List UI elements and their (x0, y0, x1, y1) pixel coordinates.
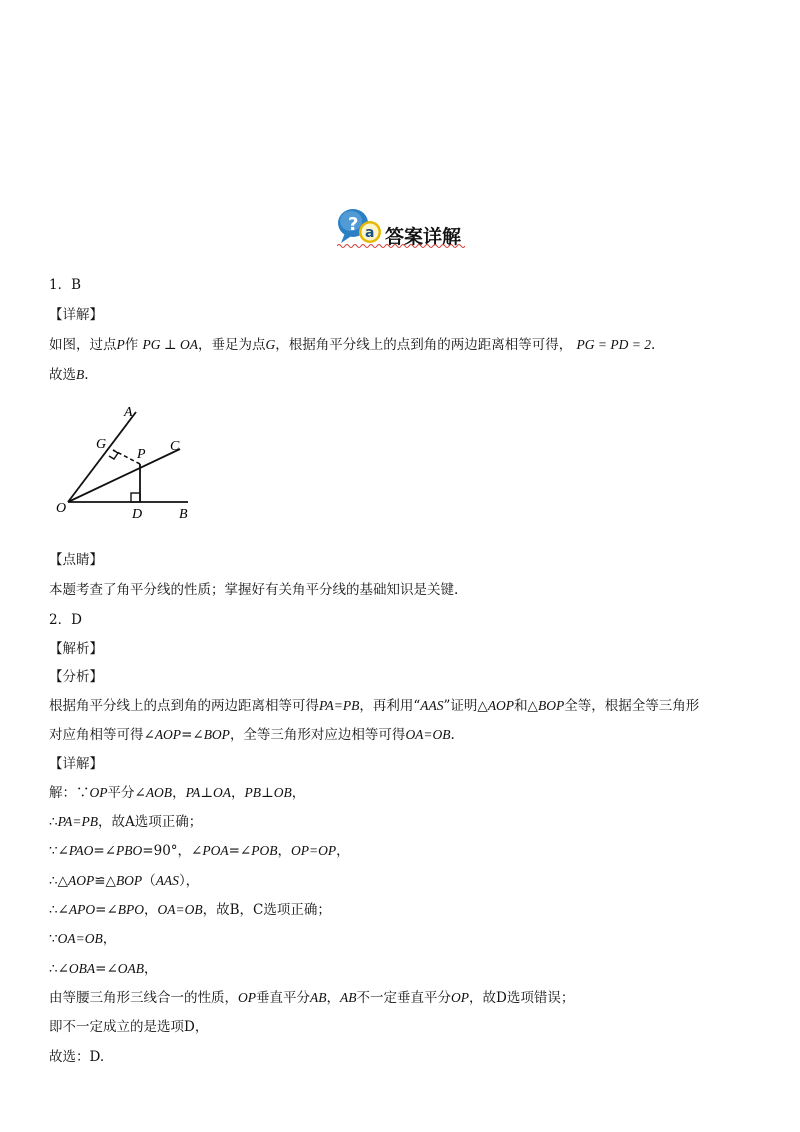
angle-bisector-figure (48, 398, 198, 526)
q2-step-7: ∴∠OBA=∠OAB， (49, 961, 158, 977)
q2-step-4: ∴△AOP≌△BOP（AAS）， (49, 873, 200, 889)
expr-pg-perp-oa: PG ⊥ OA (142, 337, 198, 352)
answer-header (335, 205, 470, 249)
q2-step-6: ∵OA=OB， (49, 931, 117, 947)
q1-comment-tag: 【点睛】 (49, 552, 103, 568)
logo-letter-a: a (365, 225, 375, 241)
q1-answer: 故选B. (49, 367, 89, 383)
label-O: O (56, 501, 67, 516)
q2-step-2: ∴PA=PB，故A选项正确； (49, 814, 203, 830)
wavy-underline (337, 243, 465, 249)
q2-step-8: 由等腰三角形三线合一的性质，OP垂直平分AB，AB不一定垂直平分OP，故D选项错误； (49, 990, 575, 1006)
label-G: G (96, 437, 107, 452)
label-C: C (170, 439, 180, 454)
q1-comment: 本题考查了角平分线的性质；掌握好有关角平分线的基础知识是关键. (49, 582, 459, 598)
label-A: A (124, 405, 133, 420)
q1-detail-tag: 【详解】 (49, 307, 103, 323)
label-B: B (179, 507, 188, 522)
q1-solution: 如图，过点P作 PG ⊥ OA，垂足为点G，根据角平分线上的点到角的两边距离相等可得， PG = PD = 2. (49, 337, 656, 353)
q2-final-answer: 故选：D. (49, 1049, 105, 1065)
q2-step-5: ∴∠APO=∠BPO，OA=OB，故B，C选项正确； (49, 902, 331, 918)
expr-pg-eq-pd: PG = PD = 2 (576, 337, 651, 352)
label-P: P (137, 447, 146, 462)
q2-step-3: ∵∠PAO=∠PBO=90°，∠POA=∠POB，OP=OP， (49, 843, 350, 859)
q2-step-9: 即不一定成立的是选项D， (49, 1019, 209, 1035)
q2-detail-tag: 【详解】 (49, 756, 103, 772)
label-D: D (132, 507, 143, 522)
q1-number: 1．B (49, 277, 82, 293)
q2-step-1: 解：∵OP平分∠AOB，PA⊥OA，PB⊥OB， (49, 785, 306, 801)
q2-analysis-line1: 根据角平分线上的点到角的两边距离相等可得PA=PB，再利用“AAS”证明△AOP和△BOP全等，根据全等三角形 (49, 698, 700, 714)
q2-parse-tag: 【解析】 (49, 641, 103, 657)
section-title: 答案详解 (385, 226, 462, 248)
q2-analysis-line2: 对应角相等可得∠AOP=∠BOP，全等三角形对应边相等可得OA=OB. (49, 727, 455, 743)
q2-analysis-tag: 【分析】 (49, 669, 103, 685)
logo-question-mark: ? (348, 214, 359, 235)
q2-number: 2．D (49, 612, 82, 628)
